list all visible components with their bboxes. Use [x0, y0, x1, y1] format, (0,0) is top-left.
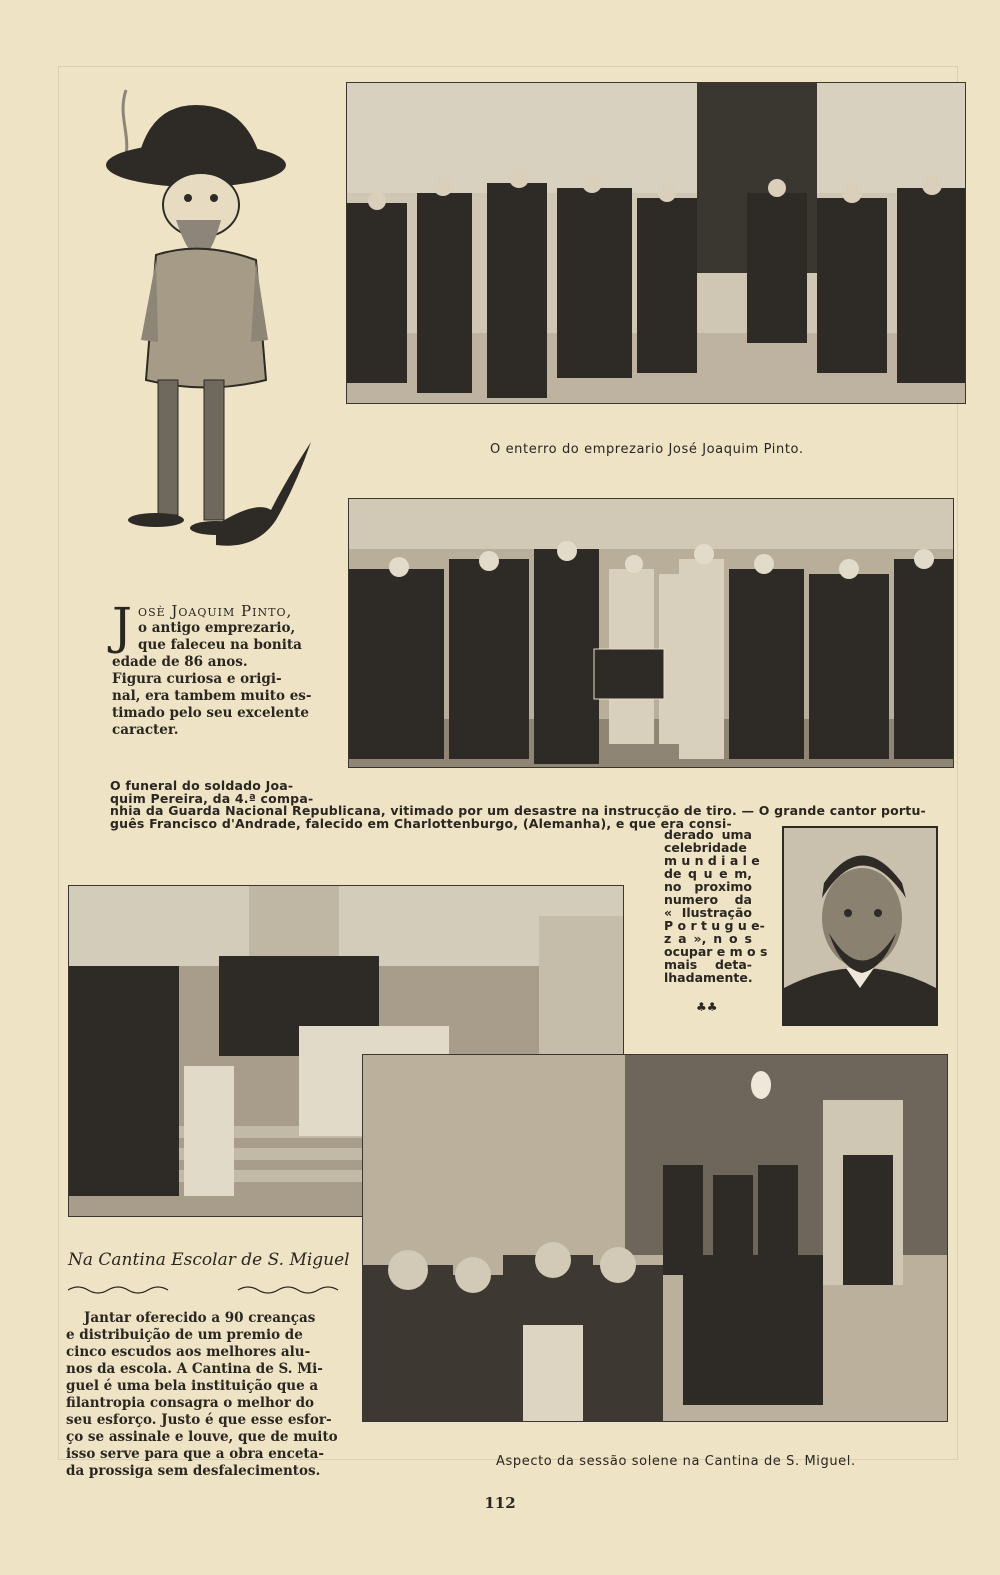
- singer-caption-line: « Ilustração: [664, 905, 752, 920]
- obituary-line: Figura curiosa e origi-: [112, 671, 282, 687]
- singer-caption-line: celebridade: [664, 840, 747, 855]
- obituary-line: nal, era tambem muito es-: [112, 688, 312, 704]
- singer-caption-line: derado uma: [664, 827, 752, 842]
- cantina-line: Jantar oferecido a 90 creanças: [84, 1310, 316, 1326]
- soldier-funeral-photo: [348, 498, 954, 768]
- solemn-session-photo: [362, 1054, 948, 1422]
- singer-caption-line: lhadamente.: [664, 970, 753, 985]
- cantina-line: guel é uma bela instituição que a: [66, 1378, 319, 1394]
- funeral-caption-line: guês Francisco d'Andrade, falecido em Charlottenburgo, (Alemanha), e que era consi-: [110, 816, 732, 831]
- cantina-line: cinco escudos aos melhores alu-: [66, 1344, 311, 1360]
- obituary-name: osè Joaquim Pinto,: [138, 602, 293, 620]
- burial-procession-photo: [346, 82, 966, 404]
- cantina-text: [66, 1310, 342, 1480]
- singer-caption-line: no proximo: [664, 879, 752, 894]
- cantina-title: Na Cantina Escolar de S. Miguel: [68, 1250, 350, 1270]
- cantina-line: isso serve para que a obra enceta-: [66, 1446, 325, 1462]
- burial-caption: O enterro do emprezario José Joaquim Pinto.: [490, 442, 804, 457]
- obituary-dropcap: J: [112, 597, 133, 655]
- singer-caption-line: ocupar e m o s: [664, 944, 768, 959]
- obituary-line: caracter.: [112, 722, 179, 738]
- singer-caption-line: de q u e m,: [664, 866, 752, 881]
- obituary-line: que faleceu na bonita: [138, 637, 302, 653]
- funeral-caption-line: O funeral do soldado Joa-: [110, 778, 294, 793]
- page-number: 112: [484, 1494, 516, 1512]
- singer-caption-column: [664, 827, 768, 985]
- cantina-line: seu esforço. Justo é que esse esfor-: [66, 1412, 332, 1428]
- cantina-line: da prossiga sem desfalecimentos.: [66, 1463, 321, 1479]
- singer-caption-line: z a », n o s: [664, 931, 752, 946]
- singer-caption-line: P o r t u g u e-: [664, 918, 765, 933]
- singer-caption-line: numero da: [664, 892, 752, 907]
- cantina-line: e distribuição de um premio de: [66, 1327, 303, 1343]
- session-caption: Aspecto da sessão solene na Cantina de S. Miguel.: [496, 1454, 856, 1469]
- ornament-icon: ♣♣: [696, 1000, 718, 1014]
- title-divider: [68, 1280, 348, 1300]
- funeral-caption-line: quim Pereira, da 4.ª compa-: [110, 791, 314, 806]
- cantina-line: nos da escola. A Cantina de S. Mi-: [66, 1361, 323, 1377]
- obituary-text: [112, 597, 314, 739]
- obituary-line: o antigo emprezario,: [138, 620, 296, 636]
- cantina-line: ço se assinale e louve, que de muito: [66, 1429, 338, 1445]
- cantina-line: filantropia consagra o melhor do: [66, 1395, 315, 1411]
- obituary-line: timado pelo seu excelente: [112, 705, 309, 721]
- funeral-caption-line: nhia da Guarda Nacional Republicana, vitimado por um desastre na instrucção de tiro. — O grande cantor portu-: [110, 803, 926, 818]
- caricature-illustration: [96, 80, 326, 560]
- singer-portrait-photo: [782, 826, 938, 1026]
- singer-caption-line: m u n d i a l e: [664, 853, 760, 868]
- singer-caption-line: mais deta-: [664, 957, 752, 972]
- obituary-line: edade de 86 anos.: [112, 654, 248, 670]
